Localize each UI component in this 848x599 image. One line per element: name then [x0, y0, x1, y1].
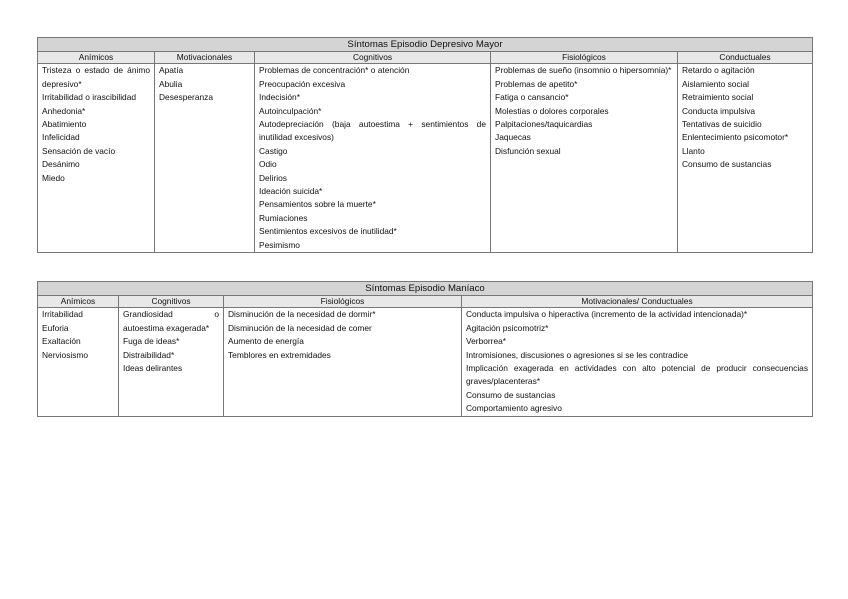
cognitivos-cell [255, 64, 491, 253]
symptom-list [42, 64, 150, 185]
cognitivos-cell [119, 308, 224, 416]
symptom-list [259, 64, 486, 252]
symptom-item: Consumo de sustancias [682, 159, 772, 170]
symptom-item: Sentimientos excesivos de inutilidad* [259, 226, 397, 237]
symptom-item: Palpitaciones/taquicardias [495, 119, 593, 130]
column-header-conductuales: Conductuales [678, 52, 813, 64]
symptom-list [495, 64, 673, 158]
symptom-item: Exaltación [42, 336, 81, 347]
manic-episode-table [37, 281, 813, 417]
column-header-fisiologicos: Fisiológicos [224, 296, 462, 308]
symptom-item: Irritabilidad o irascibilidad [42, 92, 137, 103]
symptom-list [466, 308, 808, 415]
symptom-item: Retardo o agitación [682, 65, 755, 76]
symptom-item: Molestias o dolores corporales [495, 105, 609, 116]
symptom-item: Sensación de vacío [42, 145, 116, 156]
symptom-item: Castigo [259, 145, 288, 156]
table-title: Síntomas Episodio Depresivo Mayor [38, 38, 813, 52]
symptom-item: Autoinculpación* [259, 105, 322, 116]
symptom-item: Autodepreciación (baja autoestima + sentimientos de inutilidad excesivos) [259, 119, 486, 143]
symptom-item: Retraimiento social [682, 92, 754, 103]
symptom-item: Tentativas de suicidio [682, 119, 762, 130]
column-header-fisiologicos: Fisiológicos [491, 52, 678, 64]
fisiologicos-cell [224, 308, 462, 416]
symptom-item: Odio [259, 159, 277, 170]
motivacionales-cell [155, 64, 255, 253]
column-header-motivacionales-conductuales: Motivacionales/ Conductuales [462, 296, 813, 308]
symptom-item: Enlentecimiento psicomotor* [682, 132, 789, 143]
symptom-list [228, 308, 457, 362]
symptom-item: Fatiga o cansancio* [495, 92, 569, 103]
symptom-item: Agitación psicomotriz* [466, 322, 549, 333]
symptom-list [159, 64, 250, 104]
symptom-item: Abulia [159, 78, 183, 89]
symptom-item: Nerviosismo [42, 349, 89, 360]
symptom-item: Implicación exagerada en actividades con alto potencial de producir consecuencias graves/placenteras* [466, 363, 809, 387]
symptom-item: Intromisiones, discusiones o agresiones si se les contradice [466, 349, 689, 360]
symptom-item: Irritabilidad [42, 309, 83, 320]
symptom-item: Temblores en extremidades [228, 349, 331, 360]
symptom-item: Llanto [682, 145, 705, 156]
column-header-animicos: Anímicos [38, 52, 155, 64]
symptom-item: Distraibilidad* [123, 349, 175, 360]
symptom-list [123, 308, 219, 375]
symptom-item: Disminución de la necesidad de dormir* [228, 309, 376, 320]
symptom-item: Infelicidad [42, 132, 80, 143]
symptom-item: Consumo de sustancias [466, 389, 556, 400]
motivacionales-conductuales-cell [462, 308, 813, 416]
symptom-item: Ideación suicida* [259, 186, 323, 197]
symptom-item: Preocupación excesiva [259, 78, 346, 89]
symptom-item: Rumiaciones [259, 212, 308, 223]
symptom-item: Desesperanza [159, 92, 214, 103]
symptom-item: Tristeza o estado de ánimo depresivo* [42, 65, 150, 89]
symptom-item: Problemas de concentración* o atención [259, 65, 410, 76]
symptom-item: Disfunción sexual [495, 145, 561, 156]
symptom-list [42, 308, 114, 362]
symptom-item: Delirios [259, 172, 287, 183]
symptom-item: Pensamientos sobre la muerte* [259, 199, 376, 210]
column-header-animicos: Anímicos [38, 296, 119, 308]
symptom-item: Apatía [159, 65, 184, 76]
animicos-cell [38, 64, 155, 253]
symptom-item: Indecisión* [259, 92, 300, 103]
symptom-item: Conducta impulsiva o hiperactiva (incremento de la actividad intencionada)* [466, 309, 748, 320]
symptom-item: Verborrea* [466, 336, 507, 347]
symptom-item: Desánimo [42, 159, 80, 170]
conductuales-cell [678, 64, 813, 253]
symptom-item: Euforia [42, 322, 69, 333]
symptom-item: Aislamiento social [682, 78, 750, 89]
symptom-item: Pesimismo [259, 239, 300, 250]
symptom-item: Abatimiento [42, 119, 87, 130]
symptom-item: Fuga de ideas* [123, 336, 180, 347]
symptom-item: Comportamiento agresivo [466, 403, 562, 414]
symptom-item: Miedo [42, 172, 65, 183]
column-header-cognitivos: Cognitivos [255, 52, 491, 64]
fisiologicos-cell [491, 64, 678, 253]
table-title: Síntomas Episodio Maníaco [38, 282, 813, 296]
symptom-item: Problemas de apetito* [495, 78, 578, 89]
symptom-item: Anhedonia* [42, 105, 86, 116]
symptom-item: Conducta impulsiva [682, 105, 756, 116]
symptom-item: Problemas de sueño (insomnio o hipersomnia)* [495, 65, 672, 76]
symptom-item: Ideas delirantes [123, 363, 183, 374]
symptom-item: Jaquecas [495, 132, 531, 143]
animicos-cell [38, 308, 119, 416]
symptom-list [682, 64, 808, 171]
column-header-cognitivos: Cognitivos [119, 296, 224, 308]
symptom-item: Grandiosidad o autoestima exagerada* [123, 309, 219, 333]
column-header-motivacionales: Motivacionales [155, 52, 255, 64]
symptom-item: Aumento de energía [228, 336, 304, 347]
symptom-item: Disminución de la necesidad de comer [228, 322, 372, 333]
depressive-episode-table [37, 37, 813, 253]
